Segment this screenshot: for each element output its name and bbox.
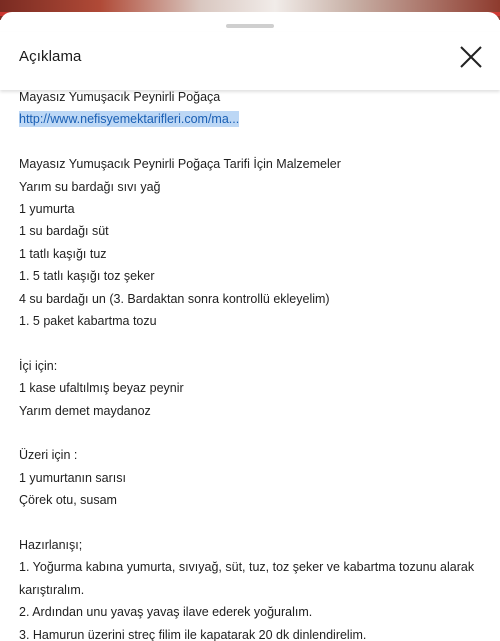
ingredient-item: Yarım su bardağı sıvı yağ: [19, 179, 161, 194]
close-button[interactable]: [458, 44, 484, 70]
close-icon: [458, 44, 484, 70]
recipe-link[interactable]: http://www.nefisyemektarifleri.com/ma...: [19, 112, 240, 127]
topping-item: 1 yumurtanın sarısı: [19, 470, 126, 485]
filling-item: Yarım demet maydanoz: [19, 403, 151, 418]
ingredient-item: 1. 5 paket kabartma tozu: [19, 314, 157, 329]
ingredients-title: Mayasız Yumuşacık Peynirli Poğaça Tarifi İçin Malzemeler: [19, 157, 341, 172]
step-item: 2. Ardından unu yavaş yavaş ilave ederek yoğuralım.: [19, 605, 313, 620]
step-item: 3. Hamurun üzerini streç filim ile kapatarak 20 dk dinlendirelim.: [19, 627, 367, 641]
ingredient-item: 4 su bardağı un (3. Bardaktan sonra kontrollü ekleyelim): [19, 291, 330, 306]
spacer: [19, 131, 489, 153]
ingredient-item: 1 tatlı kaşığı tuz: [19, 246, 107, 261]
description-text: [19, 86, 489, 641]
filling-title: İçi için:: [19, 358, 58, 373]
steps-title: Hazırlanışı;: [19, 538, 83, 553]
step-item: 1. Yoğurma kabına yumurta, sıvıyağ, süt, tuz, toz şeker ve kabartma tozunu alarak karıştıralım.: [19, 560, 475, 597]
spacer: [19, 332, 489, 354]
spacer: [19, 512, 489, 534]
topping-item: Çörek otu, susam: [19, 493, 117, 508]
description-sheet: [0, 12, 500, 641]
sheet-title: Açıklama: [19, 48, 82, 65]
filling-item: 1 kase ufaltılmış beyaz peynir: [19, 381, 184, 396]
ingredient-item: 1 su bardağı süt: [19, 224, 109, 239]
ingredient-item: 1 yumurta: [19, 202, 75, 217]
ingredient-item: 1. 5 tatlı kaşığı toz şeker: [19, 269, 155, 284]
drag-handle[interactable]: [226, 24, 274, 28]
spacer: [19, 422, 489, 444]
topping-title: Üzeri için :: [19, 448, 78, 463]
sheet-header: [0, 32, 500, 90]
recipe-heading: Mayasız Yumuşacık Peynirli Poğaça: [19, 90, 221, 104]
